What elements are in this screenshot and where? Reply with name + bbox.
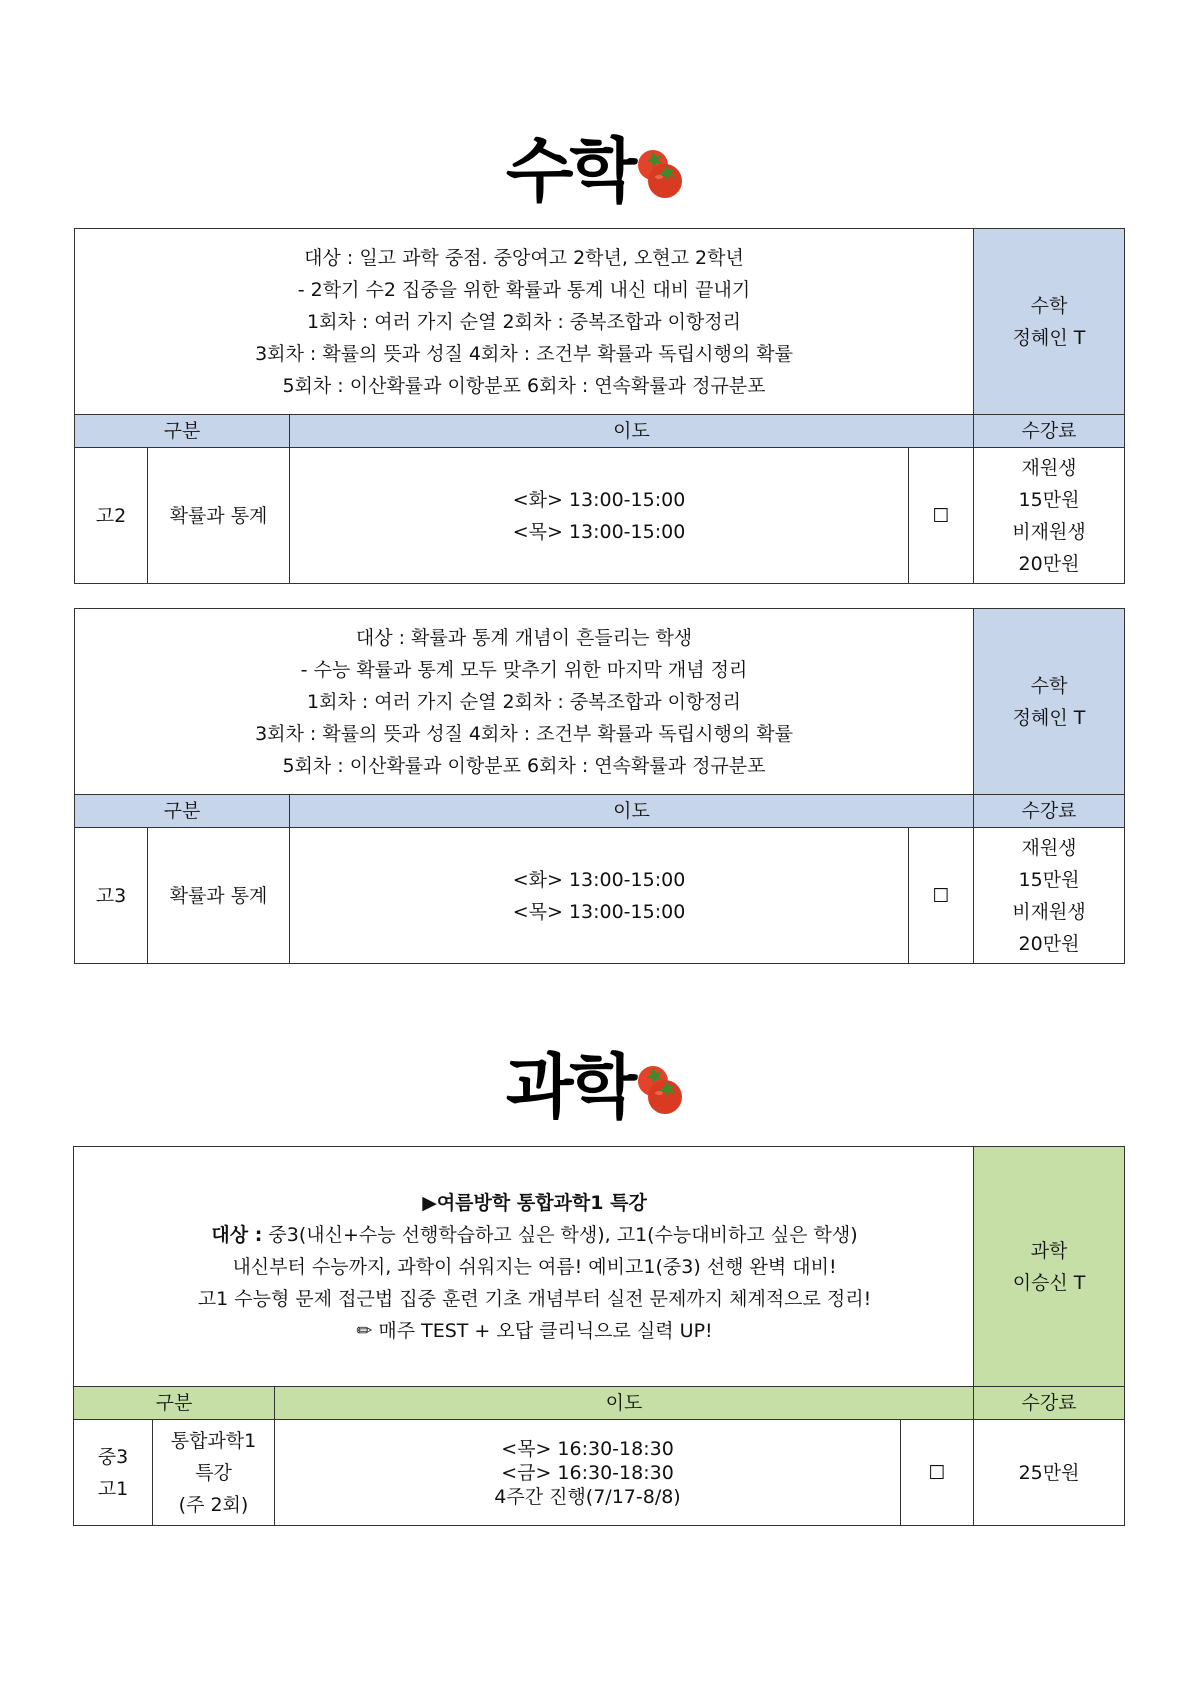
math-heading xyxy=(0,130,1191,212)
description-line: 5회차 : 이산확률과 이항분포 6회차 : 연속확률과 정규분포 xyxy=(282,754,766,777)
fee-cell xyxy=(974,828,1125,964)
subject-line: (주 2회) xyxy=(178,1493,249,1516)
fee-line: 20만원 xyxy=(1018,552,1080,575)
target-text: 중3(내신+수능 선행학습하고 싶은 학생), 고1(수능대비하고 싶은 학생) xyxy=(262,1223,858,1246)
description-line: - 2학기 수2 집중을 위한 확률과 통계 내신 대비 끝내기 xyxy=(297,278,751,301)
header-category: 구분 xyxy=(75,795,290,828)
schedule-line: 4주간 진행(7/17-8/8) xyxy=(494,1485,681,1508)
description-line: 내신부터 수능까지, 과학이 쉬워지는 여름! 예비고1(중3) 선행 완벽 대비! xyxy=(232,1255,837,1278)
schedule-cell xyxy=(290,448,909,584)
description-line: 대상 : 확률과 통계 개념이 흔들리는 학생 xyxy=(355,626,693,649)
fee-line: 비재원생 xyxy=(1012,900,1086,923)
fee-cell: 25만원 xyxy=(974,1420,1125,1526)
schedule-line: <금> 16:30-18:30 xyxy=(501,1461,674,1484)
description-line: 고1 수능형 문제 접근법 집중 훈련 기초 개념부터 실전 문제까지 체계적으로 정리! xyxy=(197,1287,872,1310)
subject-line: 특강 xyxy=(195,1461,232,1484)
fee-cell xyxy=(974,448,1125,584)
description-line: 1회차 : 여러 가지 순열 2회차 : 중복조합과 이항정리 xyxy=(306,690,742,713)
enroll-checkbox[interactable]: ☐ xyxy=(909,828,974,964)
description-line: 3회차 : 확률의 뜻과 성질 4회차 : 조건부 확률과 독립시행의 확률 xyxy=(255,342,793,365)
tomato-icon xyxy=(635,1057,685,1117)
science-heading-text: 과학 xyxy=(505,1046,634,1128)
schedule-line: <화> 13:00-15:00 xyxy=(512,868,686,891)
tomato-icon xyxy=(635,141,685,201)
subject-cell: 확률과 통계 xyxy=(148,828,290,964)
fee-line: 15만원 xyxy=(1018,488,1080,511)
fee-line: 비재원생 xyxy=(1012,520,1086,543)
course-description xyxy=(75,609,974,795)
grade-cell: 고3 xyxy=(75,828,148,964)
teacher-subject: 수학 xyxy=(1030,294,1068,317)
teacher-cell xyxy=(974,1147,1125,1387)
teacher-name: 정혜인 T xyxy=(1012,326,1086,349)
teacher-name: 이승신 T xyxy=(1012,1271,1086,1294)
math-course-table-1 xyxy=(74,228,1125,584)
schedule-cell xyxy=(290,828,909,964)
target-label: 대상 : xyxy=(211,1223,263,1246)
schedule-line: <목> 13:00-15:00 xyxy=(512,520,686,543)
header-schedule: 이도 xyxy=(290,415,974,448)
fee-line: 20만원 xyxy=(1018,932,1080,955)
teacher-name: 정혜인 T xyxy=(1012,706,1086,729)
grade-line: 중3 xyxy=(97,1445,129,1468)
description-line: 1회차 : 여러 가지 순열 2회차 : 중복조합과 이항정리 xyxy=(306,310,742,333)
science-course-table xyxy=(73,1146,1125,1526)
description-line: 대상 : 일고 과학 중점. 중앙여고 2학년, 오현고 2학년 xyxy=(304,246,744,269)
course-description xyxy=(75,229,974,415)
header-category: 구분 xyxy=(74,1387,275,1420)
subject-cell xyxy=(153,1420,275,1526)
schedule-line: <화> 13:00-15:00 xyxy=(512,488,686,511)
header-fee: 수강료 xyxy=(974,1387,1125,1420)
teacher-cell xyxy=(974,229,1125,415)
header-fee: 수강료 xyxy=(974,415,1125,448)
grade-cell xyxy=(74,1420,153,1526)
enroll-checkbox[interactable]: ☐ xyxy=(901,1420,974,1526)
schedule-line: <목> 16:30-18:30 xyxy=(501,1437,674,1460)
math-heading-text: 수학 xyxy=(505,130,634,212)
schedule-line: <목> 13:00-15:00 xyxy=(512,900,686,923)
teacher-cell xyxy=(974,609,1125,795)
fee-line: 재원생 xyxy=(1021,836,1077,859)
subject-cell: 확률과 통계 xyxy=(148,448,290,584)
fee-line: 15만원 xyxy=(1018,868,1080,891)
teacher-subject: 수학 xyxy=(1030,674,1068,697)
grade-cell: 고2 xyxy=(75,448,148,584)
science-heading xyxy=(0,1046,1191,1128)
enroll-checkbox[interactable]: ☐ xyxy=(909,448,974,584)
course-title: ▶여름방학 통합과학1 특강 xyxy=(422,1191,647,1214)
grade-line: 고1 xyxy=(97,1477,129,1500)
math-course-table-2 xyxy=(74,608,1125,964)
schedule-cell xyxy=(275,1420,901,1526)
header-schedule: 이도 xyxy=(275,1387,974,1420)
subject-line: 통합과학1 xyxy=(170,1429,257,1452)
course-target xyxy=(96,1219,973,1251)
header-category: 구분 xyxy=(75,415,290,448)
course-description xyxy=(74,1147,974,1387)
description-line: ✏ 매주 TEST + 오답 클리닉으로 실력 UP! xyxy=(356,1319,713,1342)
fee-line: 재원생 xyxy=(1021,456,1077,479)
description-line: 3회차 : 확률의 뜻과 성질 4회차 : 조건부 확률과 독립시행의 확률 xyxy=(255,722,793,745)
header-fee: 수강료 xyxy=(974,795,1125,828)
description-line: - 수능 확률과 통계 모두 맞추기 위한 마지막 개념 정리 xyxy=(300,658,748,681)
description-line: 5회차 : 이산확률과 이항분포 6회차 : 연속확률과 정규분포 xyxy=(282,374,766,397)
teacher-subject: 과학 xyxy=(1030,1239,1068,1262)
header-schedule: 이도 xyxy=(290,795,974,828)
